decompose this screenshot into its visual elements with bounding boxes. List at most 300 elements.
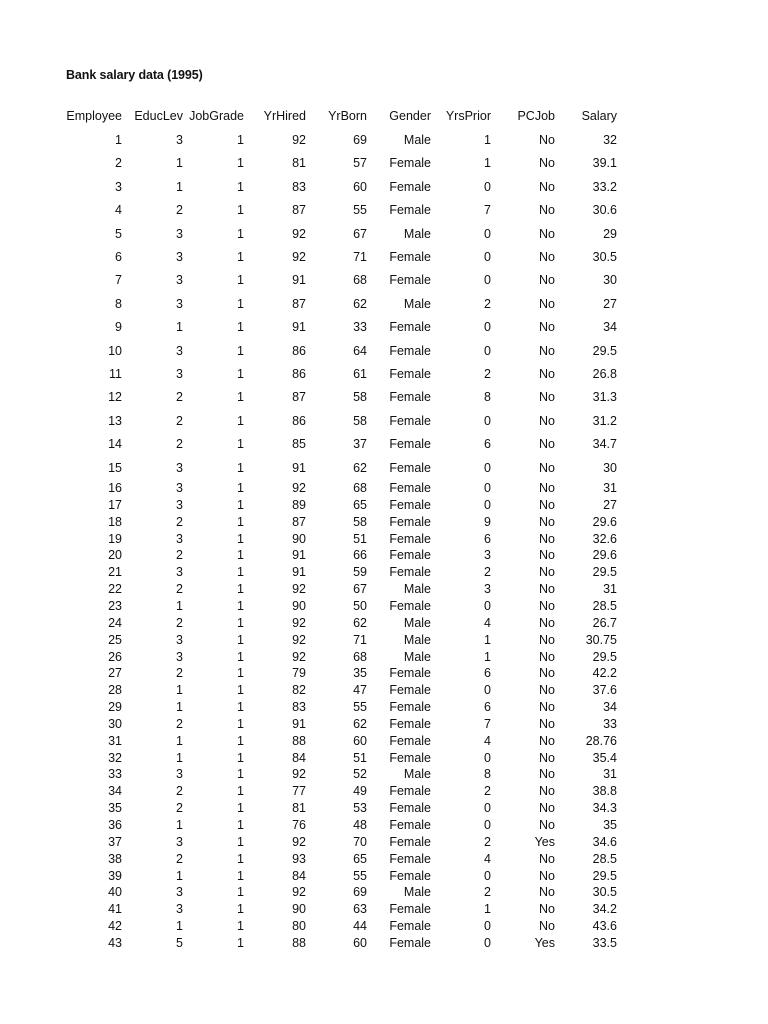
- table-row: [60, 935, 640, 951]
- cell-gender: Male: [403, 632, 431, 647]
- cell-yrsprior: 6: [484, 700, 491, 715]
- cell-employee: 7: [115, 273, 122, 288]
- cell-yrsprior: 4: [484, 851, 491, 866]
- cell-pcjob: No: [539, 632, 555, 647]
- cell-yrborn: 52: [353, 767, 367, 782]
- header-yrborn: YrBorn: [328, 109, 367, 123]
- table-row: [60, 272, 640, 288]
- cell-educlev: 2: [176, 851, 183, 866]
- cell-yrborn: 59: [353, 565, 367, 580]
- cell-pcjob: No: [539, 437, 555, 452]
- cell-pcjob: No: [539, 902, 555, 917]
- table-row: [60, 202, 640, 218]
- cell-jobgrade: 1: [237, 390, 244, 405]
- cell-salary: 29.5: [592, 649, 617, 664]
- cell-employee: 16: [108, 481, 122, 495]
- cell-jobgrade: 1: [237, 649, 244, 664]
- cell-yrhired: 91: [292, 273, 306, 288]
- cell-yrborn: 62: [353, 716, 367, 731]
- cell-employee: 34: [108, 784, 122, 799]
- cell-gender: Male: [403, 582, 431, 597]
- cell-gender: Female: [389, 683, 431, 698]
- cell-salary: 31.2: [592, 413, 617, 428]
- cell-jobgrade: 1: [237, 834, 244, 849]
- cell-gender: Female: [389, 179, 431, 194]
- cell-pcjob: Yes: [534, 935, 555, 950]
- cell-yrhired: 87: [292, 514, 306, 529]
- table-row: [60, 581, 640, 597]
- table-row: [60, 884, 640, 900]
- cell-pcjob: No: [539, 250, 555, 264]
- cell-yrhired: 86: [292, 367, 306, 381]
- cell-gender: Female: [389, 565, 431, 580]
- cell-employee: 13: [108, 413, 122, 428]
- cell-yrborn: 55: [353, 868, 367, 883]
- cell-yrhired: 83: [292, 179, 306, 194]
- cell-educlev: 1: [176, 320, 183, 335]
- cell-pcjob: No: [539, 666, 555, 681]
- cell-employee: 42: [108, 919, 122, 934]
- cell-yrsprior: 2: [484, 565, 491, 580]
- header-yrhired: YrHired: [263, 109, 306, 123]
- cell-salary: 30.75: [585, 632, 617, 647]
- cell-educlev: 1: [176, 683, 183, 698]
- cell-jobgrade: 1: [237, 632, 244, 647]
- cell-gender: Female: [389, 203, 431, 218]
- cell-educlev: 3: [176, 133, 183, 147]
- cell-employee: 15: [108, 460, 122, 475]
- table-row: [60, 868, 640, 884]
- cell-employee: 33: [108, 767, 122, 782]
- table-row: [60, 834, 640, 850]
- cell-yrsprior: 2: [484, 296, 491, 311]
- cell-yrsprior: 2: [484, 885, 491, 900]
- cell-pcjob: No: [539, 296, 555, 311]
- cell-jobgrade: 1: [237, 784, 244, 799]
- cell-gender: Female: [389, 868, 431, 883]
- cell-gender: Female: [389, 666, 431, 681]
- cell-pcjob: No: [539, 226, 555, 241]
- table-row: [60, 750, 640, 766]
- table-row: [60, 531, 640, 547]
- cell-yrborn: 35: [353, 666, 367, 681]
- cell-yrhired: 92: [292, 649, 306, 664]
- table-row: [60, 366, 640, 382]
- cell-jobgrade: 1: [237, 767, 244, 782]
- cell-jobgrade: 1: [237, 296, 244, 311]
- cell-educlev: 3: [176, 273, 183, 288]
- cell-employee: 24: [108, 615, 122, 630]
- cell-educlev: 2: [176, 413, 183, 428]
- cell-jobgrade: 1: [237, 179, 244, 194]
- cell-educlev: 2: [176, 437, 183, 452]
- cell-employee: 31: [108, 733, 122, 748]
- cell-educlev: 3: [176, 565, 183, 580]
- cell-salary: 34: [603, 700, 617, 715]
- cell-gender: Female: [389, 834, 431, 849]
- cell-jobgrade: 1: [237, 683, 244, 698]
- cell-yrborn: 58: [353, 390, 367, 405]
- table-row: [60, 615, 640, 631]
- cell-educlev: 2: [176, 548, 183, 563]
- cell-jobgrade: 1: [237, 514, 244, 529]
- cell-employee: 20: [108, 548, 122, 563]
- cell-salary: 34.3: [592, 801, 617, 816]
- cell-gender: Female: [389, 784, 431, 799]
- cell-gender: Male: [403, 649, 431, 664]
- cell-jobgrade: 1: [237, 460, 244, 475]
- cell-salary: 29.5: [592, 565, 617, 580]
- cell-gender: Female: [389, 716, 431, 731]
- cell-pcjob: No: [539, 801, 555, 816]
- cell-yrhired: 81: [292, 156, 306, 171]
- cell-jobgrade: 1: [237, 750, 244, 765]
- cell-salary: 33.5: [592, 935, 617, 950]
- cell-pcjob: Yes: [534, 834, 555, 849]
- cell-employee: 14: [108, 437, 122, 452]
- cell-yrhired: 92: [292, 250, 306, 264]
- cell-educlev: 3: [176, 834, 183, 849]
- cell-yrhired: 77: [292, 784, 306, 799]
- cell-gender: Female: [389, 750, 431, 765]
- cell-pcjob: No: [539, 460, 555, 475]
- cell-yrborn: 71: [353, 632, 367, 647]
- cell-jobgrade: 1: [237, 598, 244, 613]
- cell-salary: 29.6: [592, 514, 617, 529]
- cell-jobgrade: 1: [237, 320, 244, 335]
- cell-gender: Female: [389, 531, 431, 546]
- cell-pcjob: No: [539, 497, 555, 512]
- cell-salary: 30.5: [592, 885, 617, 900]
- cell-educlev: 3: [176, 481, 183, 495]
- cell-pcjob: No: [539, 273, 555, 288]
- cell-employee: 35: [108, 801, 122, 816]
- cell-pcjob: No: [539, 531, 555, 546]
- cell-yrhired: 87: [292, 296, 306, 311]
- cell-gender: Female: [389, 320, 431, 335]
- cell-yrborn: 63: [353, 902, 367, 917]
- cell-employee: 19: [108, 531, 122, 546]
- cell-yrborn: 65: [353, 851, 367, 866]
- cell-yrsprior: 0: [484, 868, 491, 883]
- cell-yrhired: 81: [292, 801, 306, 816]
- cell-yrhired: 92: [292, 582, 306, 597]
- table-row: [60, 155, 640, 171]
- cell-gender: Female: [389, 343, 431, 358]
- cell-pcjob: No: [539, 700, 555, 715]
- cell-jobgrade: 1: [237, 615, 244, 630]
- table-row: [60, 716, 640, 732]
- cell-employee: 32: [108, 750, 122, 765]
- cell-yrsprior: 6: [484, 437, 491, 452]
- cell-educlev: 3: [176, 649, 183, 664]
- cell-pcjob: No: [539, 615, 555, 630]
- cell-yrsprior: 0: [484, 413, 491, 428]
- cell-yrborn: 37: [353, 437, 367, 452]
- cell-educlev: 1: [176, 700, 183, 715]
- table-row: [60, 766, 640, 782]
- cell-educlev: 3: [176, 460, 183, 475]
- cell-educlev: 2: [176, 582, 183, 597]
- cell-yrhired: 91: [292, 716, 306, 731]
- cell-yrhired: 83: [292, 700, 306, 715]
- cell-yrhired: 86: [292, 413, 306, 428]
- cell-educlev: 1: [176, 156, 183, 171]
- cell-yrborn: 51: [353, 531, 367, 546]
- cell-gender: Male: [403, 226, 431, 241]
- cell-yrborn: 68: [353, 649, 367, 664]
- cell-pcjob: No: [539, 390, 555, 405]
- cell-yrsprior: 1: [484, 902, 491, 917]
- table-header-row: [60, 108, 640, 124]
- cell-yrborn: 48: [353, 818, 367, 832]
- table-row: [60, 817, 640, 833]
- cell-salary: 32.6: [592, 531, 617, 546]
- cell-yrsprior: 0: [484, 460, 491, 475]
- table-row: [60, 632, 640, 648]
- cell-gender: Female: [389, 818, 431, 832]
- cell-yrsprior: 0: [484, 935, 491, 950]
- cell-jobgrade: 1: [237, 343, 244, 358]
- cell-salary: 30: [603, 273, 617, 288]
- cell-yrsprior: 0: [484, 818, 491, 832]
- cell-yrborn: 60: [353, 179, 367, 194]
- cell-yrborn: 33: [353, 320, 367, 335]
- cell-jobgrade: 1: [237, 273, 244, 288]
- cell-yrborn: 51: [353, 750, 367, 765]
- cell-salary: 28.5: [592, 598, 617, 613]
- cell-pcjob: No: [539, 203, 555, 218]
- cell-yrsprior: 8: [484, 767, 491, 782]
- cell-yrborn: 68: [353, 273, 367, 288]
- cell-pcjob: No: [539, 919, 555, 934]
- cell-employee: 1: [115, 133, 122, 147]
- cell-gender: Male: [403, 133, 431, 147]
- cell-educlev: 2: [176, 801, 183, 816]
- cell-yrsprior: 1: [484, 156, 491, 171]
- cell-employee: 26: [108, 649, 122, 664]
- cell-salary: 35.4: [592, 750, 617, 765]
- cell-gender: Female: [389, 367, 431, 381]
- cell-yrhired: 92: [292, 632, 306, 647]
- cell-yrhired: 86: [292, 343, 306, 358]
- cell-yrhired: 92: [292, 834, 306, 849]
- cell-pcjob: No: [539, 851, 555, 866]
- cell-educlev: 3: [176, 632, 183, 647]
- cell-yrborn: 62: [353, 615, 367, 630]
- cell-employee: 2: [115, 156, 122, 171]
- cell-salary: 29.6: [592, 548, 617, 563]
- table-row: [60, 918, 640, 934]
- cell-yrhired: 82: [292, 683, 306, 698]
- cell-employee: 36: [108, 818, 122, 832]
- cell-yrhired: 91: [292, 548, 306, 563]
- cell-jobgrade: 1: [237, 548, 244, 563]
- cell-yrborn: 60: [353, 935, 367, 950]
- cell-jobgrade: 1: [237, 156, 244, 171]
- cell-employee: 23: [108, 598, 122, 613]
- cell-yrborn: 57: [353, 156, 367, 171]
- table-row: [60, 319, 640, 335]
- cell-yrsprior: 0: [484, 250, 491, 264]
- cell-salary: 33: [603, 716, 617, 731]
- cell-yrsprior: 3: [484, 582, 491, 597]
- cell-educlev: 2: [176, 666, 183, 681]
- cell-pcjob: No: [539, 320, 555, 335]
- cell-gender: Male: [403, 767, 431, 782]
- cell-educlev: 3: [176, 885, 183, 900]
- cell-gender: Male: [403, 615, 431, 630]
- cell-educlev: 1: [176, 919, 183, 934]
- table-row: [60, 547, 640, 563]
- cell-yrhired: 92: [292, 226, 306, 241]
- cell-yrhired: 91: [292, 320, 306, 335]
- cell-gender: Female: [389, 919, 431, 934]
- cell-pcjob: No: [539, 413, 555, 428]
- table-row: [60, 783, 640, 799]
- cell-yrsprior: 4: [484, 615, 491, 630]
- cell-yrhired: 91: [292, 565, 306, 580]
- cell-jobgrade: 1: [237, 666, 244, 681]
- cell-pcjob: No: [539, 683, 555, 698]
- cell-employee: 25: [108, 632, 122, 647]
- table-row: [60, 733, 640, 749]
- cell-salary: 33.2: [592, 179, 617, 194]
- table-row: [60, 249, 640, 265]
- cell-yrhired: 92: [292, 615, 306, 630]
- cell-salary: 30.6: [592, 203, 617, 218]
- table-row: [60, 649, 640, 665]
- cell-employee: 22: [108, 582, 122, 597]
- cell-salary: 30.5: [592, 250, 617, 264]
- cell-yrborn: 58: [353, 413, 367, 428]
- cell-salary: 34: [603, 320, 617, 335]
- cell-pcjob: No: [539, 885, 555, 900]
- cell-yrsprior: 7: [484, 203, 491, 218]
- cell-jobgrade: 1: [237, 582, 244, 597]
- table-row: [60, 682, 640, 698]
- table-row: [60, 800, 640, 816]
- cell-educlev: 1: [176, 750, 183, 765]
- table-row: [60, 598, 640, 614]
- cell-jobgrade: 1: [237, 700, 244, 715]
- cell-pcjob: No: [539, 343, 555, 358]
- cell-educlev: 1: [176, 818, 183, 832]
- cell-pcjob: No: [539, 367, 555, 381]
- cell-educlev: 1: [176, 179, 183, 194]
- cell-salary: 28.76: [585, 733, 617, 748]
- header-yrsprior: YrsPrior: [445, 109, 491, 123]
- cell-educlev: 2: [176, 784, 183, 799]
- cell-employee: 29: [108, 700, 122, 715]
- cell-educlev: 5: [176, 935, 183, 950]
- cell-jobgrade: 1: [237, 531, 244, 546]
- cell-employee: 38: [108, 851, 122, 866]
- table-row: [60, 480, 640, 496]
- cell-employee: 27: [108, 666, 122, 681]
- cell-yrsprior: 0: [484, 750, 491, 765]
- cell-yrsprior: 9: [484, 514, 491, 529]
- cell-salary: 38.8: [592, 784, 617, 799]
- cell-employee: 3: [115, 179, 122, 194]
- cell-jobgrade: 1: [237, 133, 244, 147]
- cell-employee: 43: [108, 935, 122, 950]
- cell-employee: 30: [108, 716, 122, 731]
- cell-pcjob: No: [539, 133, 555, 147]
- table-row: [60, 460, 640, 476]
- cell-yrhired: 79: [292, 666, 306, 681]
- cell-gender: Male: [403, 885, 431, 900]
- cell-yrhired: 90: [292, 598, 306, 613]
- cell-yrborn: 67: [353, 226, 367, 241]
- cell-yrhired: 84: [292, 868, 306, 883]
- cell-employee: 39: [108, 868, 122, 883]
- cell-yrsprior: 2: [484, 834, 491, 849]
- cell-employee: 21: [108, 565, 122, 580]
- cell-yrborn: 50: [353, 598, 367, 613]
- cell-yrborn: 62: [353, 460, 367, 475]
- cell-yrhired: 88: [292, 733, 306, 748]
- cell-gender: Female: [389, 902, 431, 917]
- cell-yrsprior: 0: [484, 320, 491, 335]
- cell-yrhired: 85: [292, 437, 306, 452]
- cell-salary: 43.6: [592, 919, 617, 934]
- table-row: [60, 514, 640, 530]
- cell-salary: 27: [603, 497, 617, 512]
- cell-employee: 10: [108, 343, 122, 358]
- cell-yrborn: 55: [353, 700, 367, 715]
- cell-gender: Female: [389, 801, 431, 816]
- cell-pcjob: No: [539, 514, 555, 529]
- cell-pcjob: No: [539, 156, 555, 171]
- cell-gender: Female: [389, 514, 431, 529]
- header-jobgrade: JobGrade: [189, 109, 244, 123]
- header-employee: Employee: [66, 109, 122, 123]
- cell-yrsprior: 2: [484, 367, 491, 381]
- cell-yrborn: 67: [353, 582, 367, 597]
- cell-pcjob: No: [539, 548, 555, 563]
- cell-salary: 30: [603, 460, 617, 475]
- cell-yrborn: 55: [353, 203, 367, 218]
- cell-gender: Female: [389, 935, 431, 950]
- cell-educlev: 2: [176, 514, 183, 529]
- cell-educlev: 3: [176, 902, 183, 917]
- cell-jobgrade: 1: [237, 935, 244, 950]
- table-row: [60, 564, 640, 580]
- cell-yrsprior: 0: [484, 497, 491, 512]
- cell-jobgrade: 1: [237, 851, 244, 866]
- cell-salary: 34.2: [592, 902, 617, 917]
- cell-salary: 37.6: [592, 683, 617, 698]
- cell-educlev: 3: [176, 367, 183, 381]
- cell-yrhired: 76: [292, 818, 306, 832]
- cell-gender: Female: [389, 390, 431, 405]
- cell-yrhired: 89: [292, 497, 306, 512]
- cell-pcjob: No: [539, 767, 555, 782]
- cell-yrborn: 58: [353, 514, 367, 529]
- cell-employee: 5: [115, 226, 122, 241]
- cell-jobgrade: 1: [237, 565, 244, 580]
- cell-jobgrade: 1: [237, 413, 244, 428]
- table-row: [60, 497, 640, 513]
- cell-employee: 40: [108, 885, 122, 900]
- cell-salary: 31: [603, 481, 617, 495]
- cell-gender: Male: [403, 296, 431, 311]
- cell-yrborn: 68: [353, 481, 367, 495]
- cell-salary: 27: [603, 296, 617, 311]
- cell-yrhired: 92: [292, 133, 306, 147]
- cell-yrborn: 64: [353, 343, 367, 358]
